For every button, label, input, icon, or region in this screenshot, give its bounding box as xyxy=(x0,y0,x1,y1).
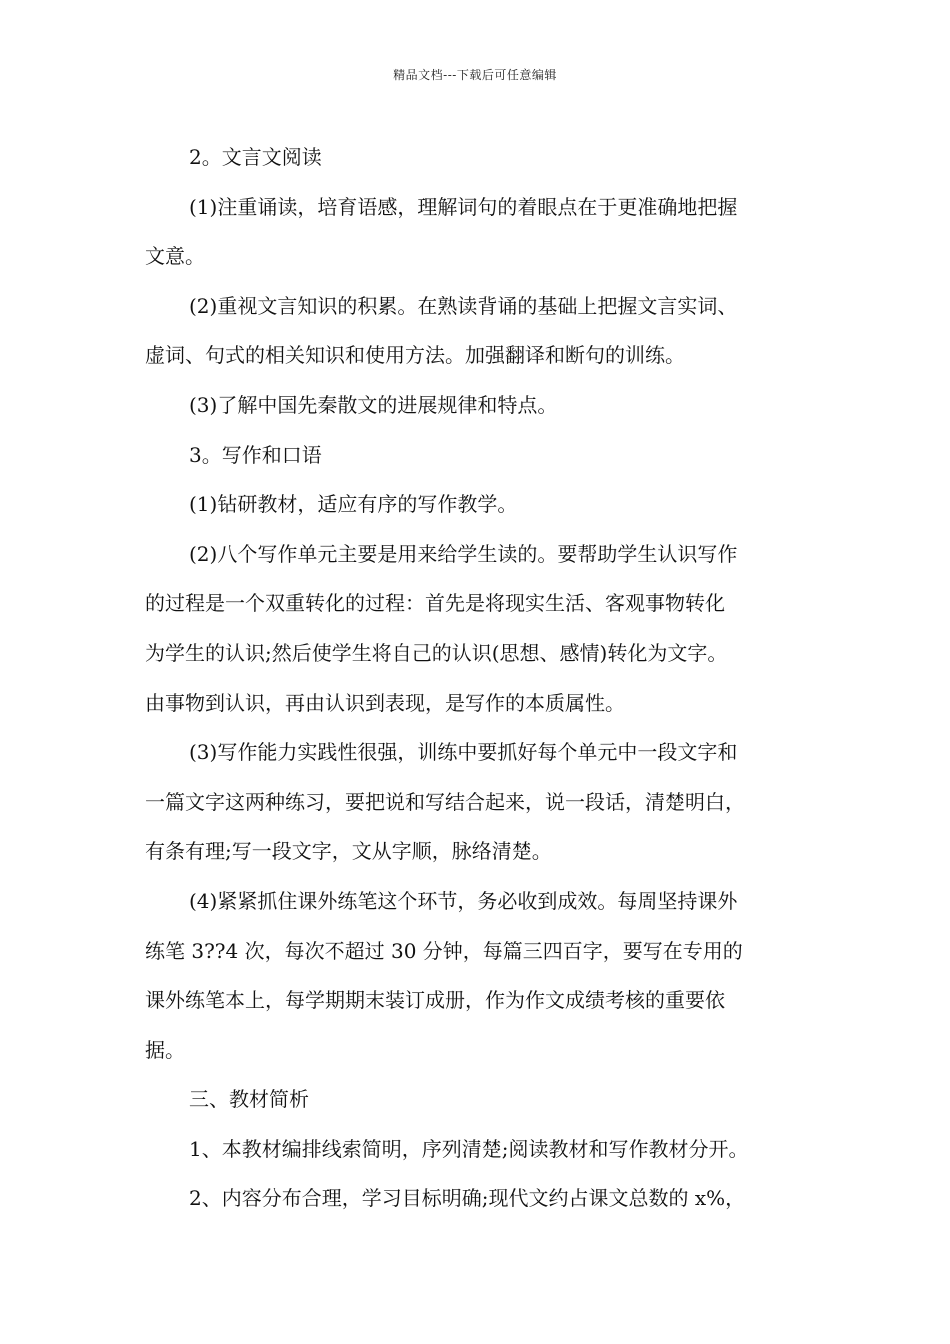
paragraph-line: 课外练笔本上，每学期期末装订成册，作为作文成绩考核的重要依 xyxy=(145,988,725,1013)
paragraph-line: 练笔 3??4 次，每次不超过 30 分钟，每篇三四百字，要写在专用的 xyxy=(145,938,743,963)
paragraph-line: 为学生的认识;然后使学生将自己的认识(思想、感情)转化为文字。 xyxy=(145,640,728,665)
paragraph-line: (4)紧紧抓住课外练笔这个环节，务必收到成效。每周坚持课外 xyxy=(189,888,738,913)
paragraph-line: (2)八个写作单元主要是用来给学生读的。要帮助学生认识写作 xyxy=(189,541,738,566)
paragraph-line: 据。 xyxy=(145,1037,185,1062)
paragraph-line: 一篇文字这两种练习，要把说和写结合起来，说一段话，清楚明白， xyxy=(145,789,745,814)
paragraph-line: 虚词、句式的相关知识和使用方法。加强翻译和断句的训练。 xyxy=(145,343,685,368)
section-heading-classical-chinese: 2。文言文阅读 xyxy=(189,145,322,169)
paragraph-line: 2、内容分布合理，学习目标明确;现代文约占课文总数的 x%， xyxy=(189,1186,746,1211)
paragraph-line: (1)注重诵读，培育语感，理解词句的着眼点在于更准确地把握 xyxy=(189,194,738,219)
section-heading-textbook-analysis: 三、教材简析 xyxy=(189,1087,309,1112)
paragraph-line: 的过程是一个双重转化的过程：首先是将现实生活、客观事物转化 xyxy=(145,591,725,616)
paragraph-line: (2)重视文言知识的积累。在熟读背诵的基础上把握文言实词、 xyxy=(189,293,738,318)
paragraph-line: 由事物到认识，再由认识到表现，是写作的本质属性。 xyxy=(145,690,625,715)
paragraph-line: (3)写作能力实践性很强，训练中要抓好每个单元中一段文字和 xyxy=(189,740,738,765)
section-heading-writing: 3。写作和口语 xyxy=(189,442,322,467)
paragraph-line: 文意。 xyxy=(145,244,205,269)
paragraph-line: 有条有理;写一段文字，文从字顺，脉络清楚。 xyxy=(145,839,552,864)
document-body xyxy=(145,133,810,1224)
page-header: 精品文档---下载后可任意编辑 xyxy=(393,68,557,82)
paragraph-line: (3)了解中国先秦散文的进展规律和特点。 xyxy=(189,392,558,417)
paragraph-line: 1、本教材编排线索简明，序列清楚;阅读教材和写作教材分开。 xyxy=(189,1136,749,1161)
paragraph-line: (1)钻研教材，适应有序的写作教学。 xyxy=(189,492,518,517)
